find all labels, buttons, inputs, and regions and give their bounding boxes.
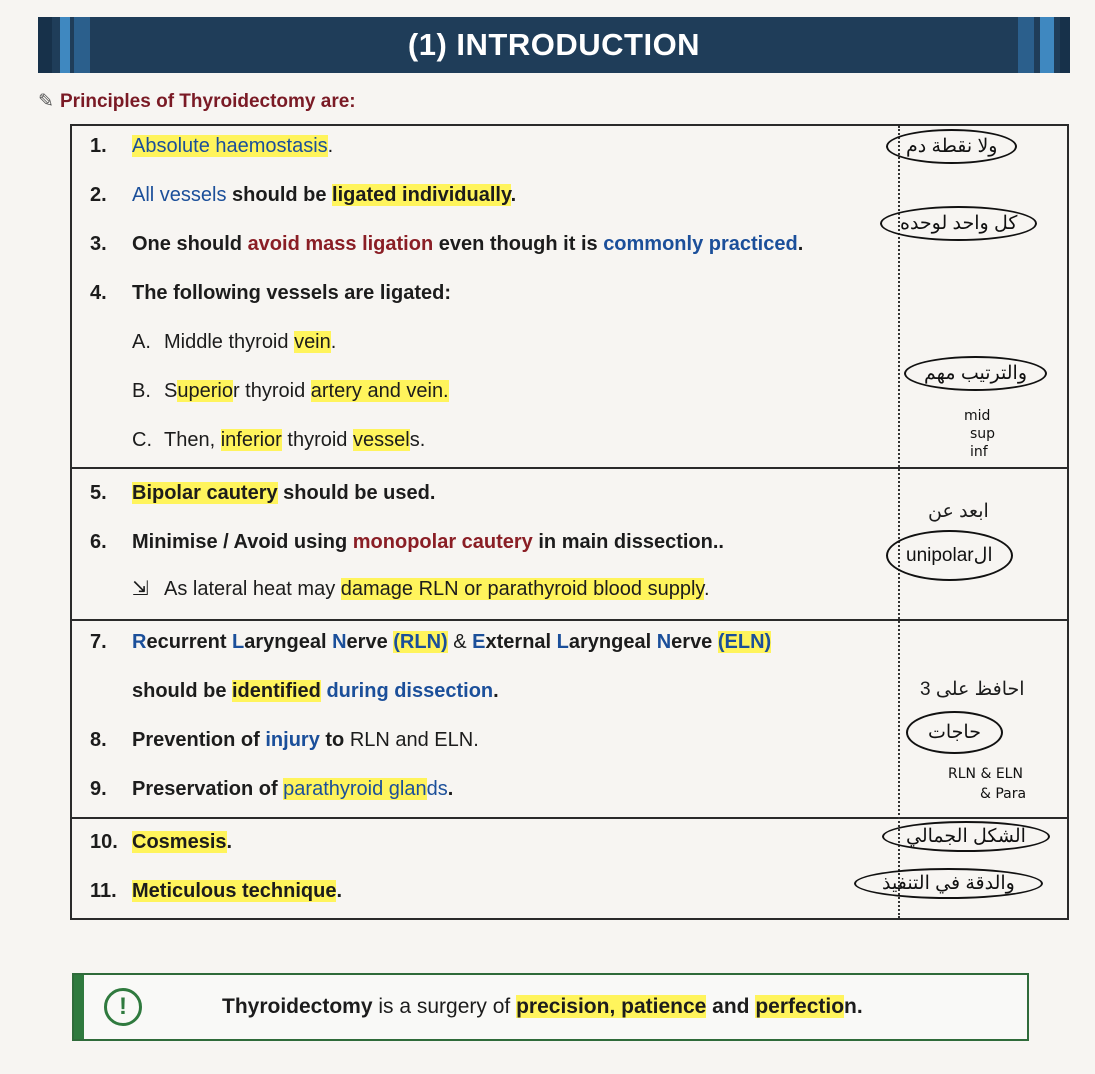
sub-list-item (132, 427, 425, 453)
item-letter: C. (132, 429, 152, 451)
arrow-icon: ⇲ (132, 578, 149, 600)
item-text: N (656, 631, 672, 653)
item-text: . (336, 880, 343, 902)
principles-table (70, 124, 1069, 920)
handwritten-note: احافظ على 3 (920, 679, 1025, 700)
list-item (90, 280, 451, 306)
callout-part: and (706, 995, 756, 1018)
item-text: L (232, 631, 245, 653)
item-number: 10. (90, 831, 118, 853)
item-text: As lateral heat may (164, 578, 341, 600)
item-text: R (132, 631, 147, 653)
handwritten-note: RLN & ELN (948, 766, 1023, 782)
item-text: even though it is (433, 233, 604, 255)
item-text: inferior (220, 429, 282, 451)
handwritten-note: inf (970, 444, 988, 460)
item-text: The following vessels are ligated: (132, 282, 451, 304)
item-text: during dissection (320, 680, 494, 702)
item-text: RLN and ELN. (349, 729, 479, 751)
list-item-continued (132, 678, 499, 704)
item-text: Meticulous technique (132, 880, 337, 902)
item-text: artery and vein. (310, 380, 449, 402)
item-text: . (327, 135, 334, 157)
exclamation-icon: ! (104, 988, 142, 1026)
sub-list-item (132, 329, 336, 355)
handwritten-note: الشكل الجمالي (882, 821, 1050, 852)
item-text: L (556, 631, 569, 653)
handwritten-note: sup (970, 426, 996, 442)
item-number: 5. (90, 482, 107, 504)
item-number: 2. (90, 184, 107, 206)
item-text: vein (294, 331, 331, 353)
item-number: 11. (90, 880, 117, 902)
item-text: Cosmesis (132, 831, 227, 853)
item-text: injury (265, 729, 320, 751)
sub-note (132, 576, 710, 602)
item-number: 4. (90, 282, 107, 304)
divider (72, 619, 1067, 621)
item-text: & (447, 631, 473, 653)
item-text: thyroid (281, 429, 353, 451)
subtitle-text: Principles of Thyroidectomy are: (60, 91, 356, 112)
item-text: commonly practiced (603, 233, 798, 255)
item-text: erve (671, 631, 718, 653)
item-text: . (447, 778, 454, 800)
item-text: All vessels (132, 184, 227, 206)
item-text: Preservation of (132, 778, 284, 800)
item-text: . (797, 233, 804, 255)
list-item (90, 231, 803, 257)
item-number: 9. (90, 778, 107, 800)
item-text: vessel (353, 429, 410, 451)
item-number: 6. (90, 531, 107, 553)
item-number: 7. (90, 631, 107, 653)
item-text: Minimise / Avoid using (132, 531, 353, 553)
callout-accent-bar (74, 975, 84, 1039)
item-text: E (472, 631, 486, 653)
item-text: s. (409, 429, 426, 451)
sub-list-item (132, 378, 449, 404)
item-letter: A. (132, 331, 151, 353)
section-subtitle (38, 90, 356, 113)
item-text: One should (132, 233, 248, 255)
item-letter: B. (132, 380, 151, 402)
item-text: ds (426, 778, 448, 800)
margin-divider (898, 126, 900, 918)
item-text: S (164, 380, 178, 402)
item-text: xternal (485, 631, 557, 653)
divider (72, 817, 1067, 819)
item-text: . (493, 680, 499, 702)
item-text: avoid mass ligation (247, 233, 434, 255)
callout-part: is a surgery of (372, 995, 517, 1018)
handwritten-note: حاجات (906, 711, 1003, 754)
section-banner (38, 17, 1070, 73)
callout-part: perfectio (755, 995, 845, 1018)
list-item (90, 133, 333, 159)
handwritten-note: ولا نقطة دم (886, 129, 1017, 164)
handwritten-note: & Para (980, 786, 1027, 802)
item-text: . (330, 331, 337, 353)
handwritten-note: كل واحد لوحده (880, 206, 1037, 241)
handwritten-note: والدقة في التنفيذ (854, 868, 1043, 899)
list-item (90, 776, 453, 802)
item-text: (RLN) (393, 631, 448, 653)
item-text: monopolar cautery (352, 531, 533, 553)
item-text: Middle thyroid (164, 331, 295, 353)
item-text: Then, (164, 429, 221, 451)
list-item (90, 480, 435, 506)
item-text: parathyroid glan (283, 778, 427, 800)
item-text: Absolute haemostasis (132, 135, 328, 157)
handwritten-note: ابعد عن (928, 501, 989, 522)
handwritten-note: unipolarال (886, 530, 1013, 581)
item-text: Prevention of (132, 729, 266, 751)
item-text: erve (346, 631, 394, 653)
item-number: 1. (90, 135, 107, 157)
list-item (90, 529, 724, 555)
list-item (90, 182, 516, 208)
page-title: (1) INTRODUCTION (407, 27, 701, 62)
list-item (90, 727, 479, 753)
item-text: . (510, 184, 517, 206)
callout-part: Thyroidectomy (222, 995, 373, 1018)
item-text: (ELN) (717, 631, 772, 653)
callout-part: n. (844, 995, 863, 1018)
item-text: aryngeal (244, 631, 333, 653)
item-text: . (703, 578, 710, 600)
handwritten-note: mid (964, 408, 991, 424)
item-text: in main dissection.. (532, 531, 724, 553)
divider (72, 467, 1067, 469)
item-text: to (319, 729, 350, 751)
pen-icon: ✎ (38, 91, 54, 112)
item-number: 8. (90, 729, 107, 751)
handwritten-note: والترتيب مهم (904, 356, 1047, 391)
list-item (90, 829, 232, 855)
item-text: should be (226, 184, 333, 206)
item-text: ecurrent (146, 631, 233, 653)
item-text: damage RLN or parathyroid blood supply (340, 578, 704, 600)
callout-text (222, 995, 863, 1019)
list-item (90, 629, 771, 655)
item-text: . (226, 831, 233, 853)
item-text: N (332, 631, 347, 653)
item-text: ligated individually (332, 184, 511, 206)
item-text: should be used. (277, 482, 436, 504)
list-item (90, 878, 342, 904)
item-text: should be (132, 680, 232, 702)
item-text: r thyroid (232, 380, 311, 402)
item-text: aryngeal (568, 631, 657, 653)
item-text: Bipolar cautery (132, 482, 278, 504)
item-text: uperio (177, 380, 233, 402)
callout-box (72, 973, 1029, 1041)
item-text: identified (232, 680, 321, 702)
callout-part: precision, patience (516, 995, 707, 1018)
item-number: 3. (90, 233, 107, 255)
